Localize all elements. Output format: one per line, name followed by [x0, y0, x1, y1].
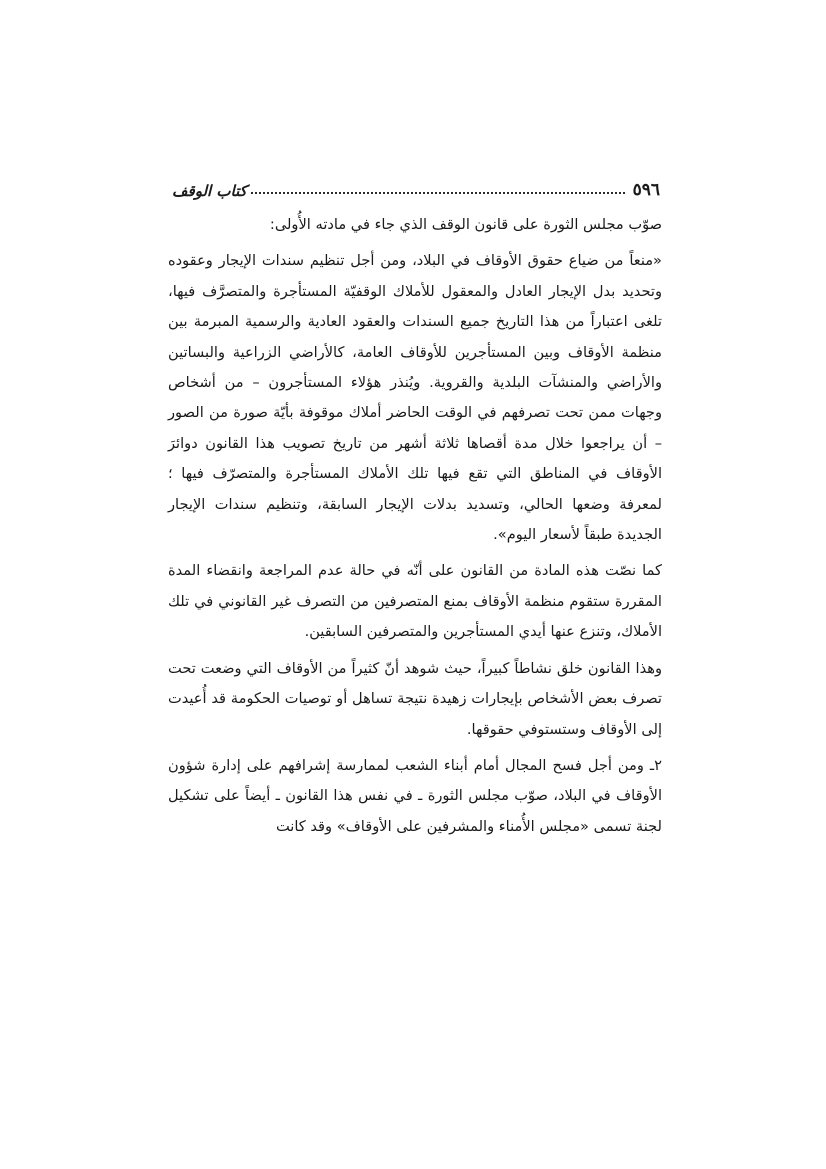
paragraph-intro: صوّب مجلس الثورة على قانون الوقف الذي جاء في مادته الأُولى: — [269, 216, 662, 233]
paragraph-law-effect: وهذا القانون خلق نشاطاً كبيراً، حيث شوهد أنّ كثيراً من الأوقاف التي وضعت تحت تصرف بعض الأشخاص بإيجارات زهيدة نتيجة تساهل أو توصيات الحكومة قد أُعيدت إلى الأوقاف وستستوفي حقوقها. — [168, 659, 662, 738]
running-title: كتاب الوقف — [172, 182, 247, 200]
page-number: ٥٩٦ — [632, 180, 660, 200]
running-header — [172, 170, 660, 200]
paragraph-trustees-council: ٢ـ ومن أجل فسح المجال أمام أبناء الشعب لممارسة إشرافهم على إدارة شؤون الأوقاف في البلاد، صوّب مجلس الثورة ـ في نفس هذا القانون ـ أيضاً على تشكيل لجنة تسمى «مجلس الأُمناء والمشرفين على الأوقاف» وقد كانت — [168, 756, 662, 835]
dotted-leader — [251, 192, 625, 194]
body-text — [168, 210, 662, 848]
paragraph-article-provision: كما نصّت هذه المادة من القانون على أنّه في حالة عدم المراجعة وانقضاء المدة المقررة ستقوم منظمة الأوقاف بمنع المتصرفين من التصرف غير القانوني في تلك الأملاك، وتنزع عنها أيدي المستأجرين والمتصرفين السابقين. — [168, 562, 662, 641]
paragraph-quoted-article: «منعاً من ضياع حقوق الأوقاف في البلاد، ومن أجل تنظيم سندات الإيجار وعقوده وتحديد بدل الإيجار العادل والمعقول للأملاك الوقفيّة المستأجرة والمتصرَّف فيها، تلغى اعتباراً من هذا التاريخ جميع السندات والعقود العادية والرسمية المبرمة بين منظمة الأوقاف وبين المستأجرين للأوقاف العامة، كالأراضي الزراعية والبساتين والأراضي والمنشآت البلدية والقروية. ويُنذر هؤلاء المستأجرون – من أشخاص وجهات ممن تحت تصرفهم في الوقت الحاضر أملاك موقوفة بأيّة صورة من الصور – أن يراجعوا خلال مدة أقصاها ثلاثة أشهر من تاريخ تصويب هذا القانون دوائرَ الأوقاف في المناطق التي تقع فيها تلك الأملاك المستأجرة والمتصرّف فيها ؛ لمعرفة وضعها الحالي، وتسديد بدلات الإيجار السابقة، وتنظيم سندات الإيجار الجديدة طبقاً لأسعار اليوم». — [168, 252, 662, 544]
